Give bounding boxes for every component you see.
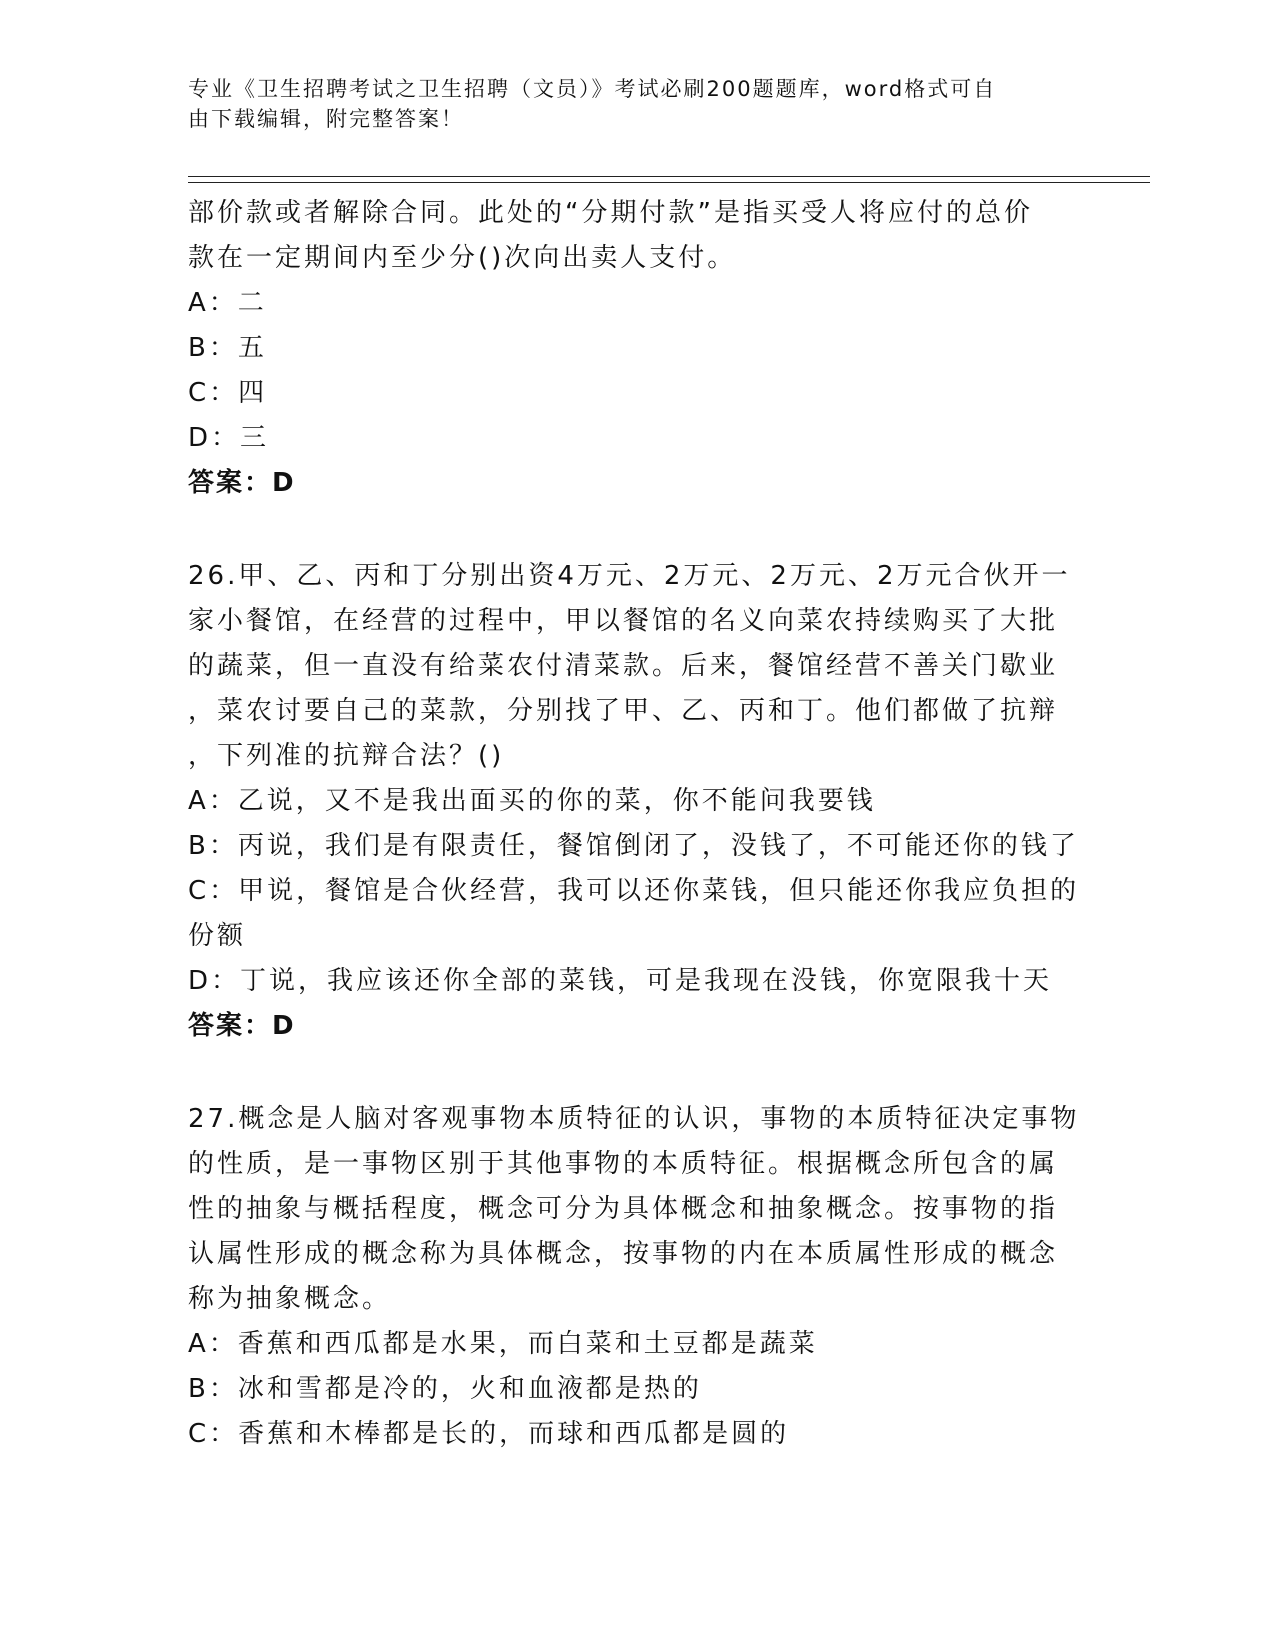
question-26: [188, 554, 1088, 1049]
question-stem-line: 的蔬菜，但一直没有给菜农付清菜款。后来，餐馆经营不善关门歇业: [188, 651, 1059, 681]
question-stem-line: 26.甲、乙、丙和丁分别出资4万元、2万元、2万元、2万元合伙开一: [188, 561, 1071, 591]
question-25: [188, 191, 1088, 506]
question-list: [188, 191, 1088, 1457]
option-a: A：香蕉和西瓜都是水果，而白菜和土豆都是蔬菜: [188, 1329, 818, 1359]
header-line-2: 由下载编辑，附完整答案！: [188, 107, 464, 131]
question-stem-line: 27.概念是人脑对客观事物本质特征的认识，事物的本质特征决定事物: [188, 1104, 1080, 1134]
document-header: [188, 74, 1068, 134]
option-d: D：三: [188, 423, 270, 453]
question-stem-line: 部价款或者解除合同。此处的“分期付款”是指买受人将应付的总价: [188, 198, 1033, 228]
question-stem-line: 款在一定期间内至少分()次向出卖人支付。: [188, 243, 737, 273]
question-stem-line: 家小餐馆，在经营的过程中，甲以餐馆的名义向菜农持续购买了大批: [188, 606, 1059, 636]
option-c: C：香蕉和木棒都是长的，而球和西瓜都是圆的: [188, 1419, 790, 1449]
question-stem-line: 的性质，是一事物区别于其他事物的本质特征。根据概念所包含的属: [188, 1149, 1059, 1179]
question-stem-line: ，菜农讨要自己的菜款，分别找了甲、乙、丙和丁。他们都做了抗辩: [188, 696, 1059, 726]
answer-label: 答案：D: [188, 1011, 296, 1041]
option-a: A：乙说，又不是我出面买的你的菜，你不能问我要钱: [188, 786, 876, 816]
question-stem-line: ，下列准的抗辩合法？(): [188, 741, 505, 771]
header-divider-top: [188, 176, 1150, 177]
header-line-1: 专业《卫生招聘考试之卫生招聘（文员）》考试必刷200题题库，word格式可自: [188, 77, 997, 101]
option-c: C：四: [188, 378, 268, 408]
question-stem-line: 认属性形成的概念称为具体概念，按事物的内在本质属性形成的概念: [188, 1239, 1059, 1269]
option-b: B：五: [188, 333, 267, 363]
question-stem-line: 性的抽象与概括程度，概念可分为具体概念和抽象概念。按事物的指: [188, 1194, 1059, 1224]
option-b: B：冰和雪都是冷的，火和血液都是热的: [188, 1374, 702, 1404]
option-c-continued: 份额: [188, 921, 247, 951]
answer-label: 答案：D: [188, 468, 296, 498]
option-b: B：丙说，我们是有限责任，餐馆倒闭了，没钱了，不可能还你的钱了: [188, 831, 1079, 861]
option-d: D：丁说，我应该还你全部的菜钱，可是我现在没钱，你宽限我十天: [188, 966, 1053, 996]
question-gap: [188, 506, 1088, 554]
header-divider-bottom: [188, 182, 1150, 183]
question-stem-line: 称为抽象概念。: [188, 1284, 392, 1314]
question-27: [188, 1097, 1088, 1457]
question-gap: [188, 1049, 1088, 1097]
option-c: C：甲说，餐馆是合伙经营，我可以还你菜钱，但只能还你我应负担的: [188, 876, 1080, 906]
option-a: A：二: [188, 288, 267, 318]
